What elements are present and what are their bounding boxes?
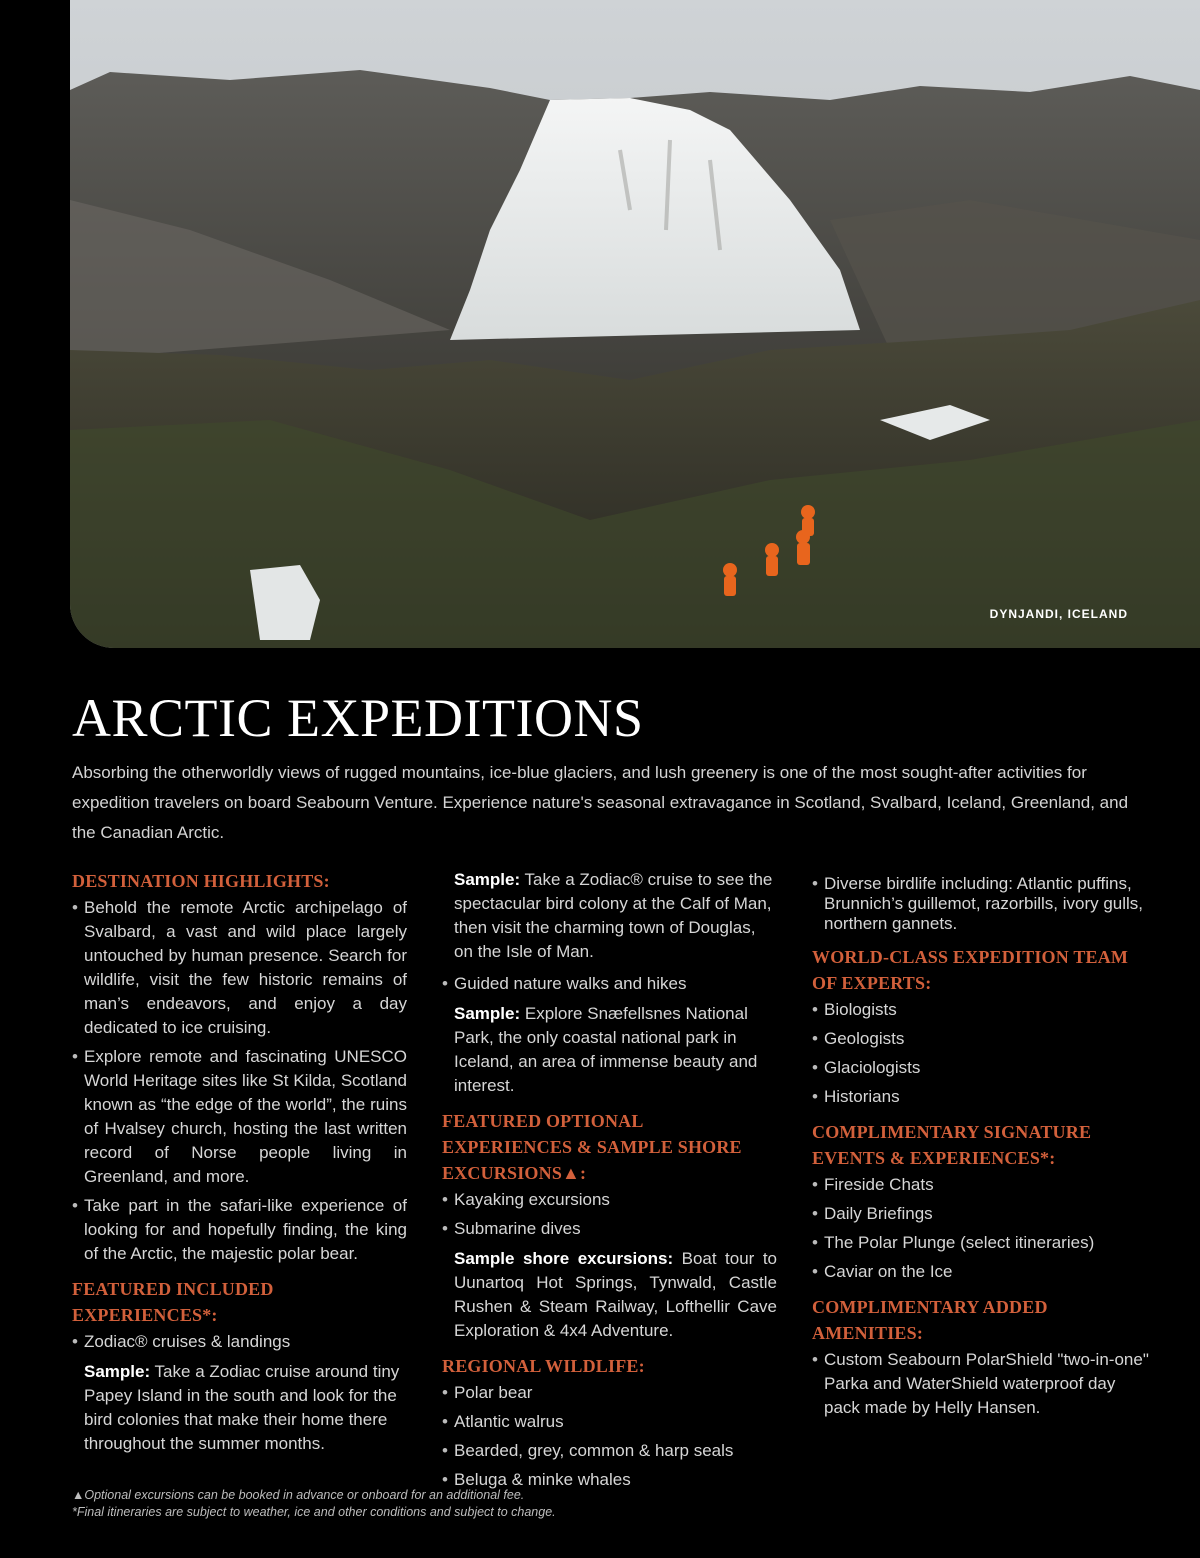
list-item: • Historians <box>812 1085 1152 1109</box>
heading-regional-wildlife: REGIONAL WILDLIFE: <box>442 1356 645 1376</box>
waterfall-landscape-illustration <box>70 0 1200 648</box>
included-list <box>72 1330 407 1354</box>
list-item: • Geologists <box>812 1027 1152 1051</box>
heading-included-experiences: FEATURED INCLUDED EXPERIENCES*: <box>72 1279 274 1325</box>
shore-label: Sample shore excursions: <box>454 1249 674 1268</box>
list-item: • Submarine dives <box>442 1217 777 1241</box>
photo-caption: DYNJANDI, ICELAND <box>989 607 1128 621</box>
list-item: • Diverse birdlife including: Atlantic puffins, Brunnich’s guillemot, razorbills, ivory gulls, northern gannets. <box>812 874 1152 934</box>
sample-text: Take a Zodiac® cruise to see the spectacular bird colony at the Calf of Man, then visit the charming town of Douglas, on the Isle of Man. <box>454 870 773 961</box>
shore-excursions-paragraph <box>442 1247 777 1343</box>
list-item: • Bearded, grey, common & harp seals <box>442 1439 777 1463</box>
events-list <box>812 1173 1152 1284</box>
list-item: • Custom Seabourn PolarShield "two-in-one" Parka and WaterShield waterproof day pack made by Helly Hansen. <box>812 1348 1152 1420</box>
list-item: • Beluga & minke whales <box>442 1468 777 1492</box>
list-item: • The Polar Plunge (select itineraries) <box>812 1231 1152 1255</box>
list-item: • Explore remote and fascinating UNESCO World Heritage sites like St Kilda, Scotland known as “the edge of the world”, the ruins of Hvalsey church, hosting the last written record of Norse people living in Greenland, and more. <box>72 1045 407 1189</box>
list-item: • Glaciologists <box>812 1056 1152 1080</box>
list-item: • Daily Briefings <box>812 1202 1152 1226</box>
column-right <box>812 874 1152 1425</box>
shore-text: Boat tour to Uunartoq Hot Springs, Tynwald, Castle Rushen & Steam Railway, Lofthellir Cave Exploration & 4x4 Adventure. <box>454 1249 777 1340</box>
list-item: • Polar bear <box>442 1381 777 1405</box>
experts-list <box>812 998 1152 1109</box>
birdlife-list <box>812 874 1152 934</box>
sample-paragraph <box>442 1002 777 1098</box>
sample-text: Explore Snæfellsnes National Park, the only coastal national park in Iceland, an area of immense beauty and interest. <box>454 1004 758 1095</box>
sample-label: Sample: <box>454 1004 521 1023</box>
list-item: • Behold the remote Arctic archipelago of Svalbard, a vast and wild place largely untouched by human presence. Search for wildlife, visit the few historic remains of man’s endeavors, and enjoy a day dedicated to ice cruising. <box>72 896 407 1040</box>
list-item: • Fireside Chats <box>812 1173 1152 1197</box>
sample-paragraph <box>442 868 777 964</box>
sample-text: Take a Zodiac cruise around tiny Papey Island in the south and look for the bird colonies that make their home there throughout the summer months. <box>84 1362 400 1453</box>
list-item: • Caviar on the Ice <box>812 1260 1152 1284</box>
sample-paragraph <box>72 1360 407 1456</box>
heading-added-amenities: COMPLIMENTARY ADDED AMENITIES: <box>812 1297 1048 1343</box>
amenities-list <box>812 1348 1152 1420</box>
sample-label: Sample: <box>454 870 521 889</box>
footnote-optional: ▲Optional excursions can be booked in advance or onboard for an additional fee. <box>72 1488 525 1502</box>
walks-list <box>442 972 777 996</box>
footnotes <box>72 1487 556 1521</box>
intro-paragraph: Absorbing the otherworldly views of rugged mountains, ice-blue glaciers, and lush greenery is one of the most sought-after activities for expedition travelers on board Seabourn Venture. Experience nature's seasonal extravagance in Scotland, Svalbard, Iceland, Greenland, and the Canadian Arctic. <box>72 763 1129 842</box>
list-item: • Kayaking excursions <box>442 1188 777 1212</box>
list-item: • Zodiac® cruises & landings <box>72 1330 407 1354</box>
sample-label: Sample: <box>84 1362 151 1381</box>
column-left <box>72 868 407 1464</box>
list-item: • Take part in the safari-like experience of looking for and hopefully finding, the king of the Arctic, the majestic polar bear. <box>72 1194 407 1266</box>
footnote-itineraries: *Final itineraries are subject to weather, ice and other conditions and subject to change. <box>72 1505 556 1519</box>
heading-optional-experiences: FEATURED OPTIONAL EXPERIENCES & SAMPLE SHORE EXCURSIONS▲: <box>442 1111 742 1183</box>
hero-photo-waterfall <box>70 0 1200 648</box>
wildlife-list <box>442 1381 777 1492</box>
list-item: • Biologists <box>812 998 1152 1022</box>
heading-expedition-team: WORLD-CLASS EXPEDITION TEAM OF EXPERTS: <box>812 947 1129 993</box>
list-item: • Guided nature walks and hikes <box>442 972 777 996</box>
heading-destination-highlights: DESTINATION HIGHLIGHTS: <box>72 871 330 891</box>
highlights-list <box>72 896 407 1266</box>
column-middle <box>442 868 777 1497</box>
page-title: ARCTIC EXPEDITIONS <box>72 688 644 748</box>
list-item: • Atlantic walrus <box>442 1410 777 1434</box>
optional-list <box>442 1188 777 1241</box>
heading-signature-events: COMPLIMENTARY SIGNATURE EVENTS & EXPERIENCES*: <box>812 1122 1092 1168</box>
